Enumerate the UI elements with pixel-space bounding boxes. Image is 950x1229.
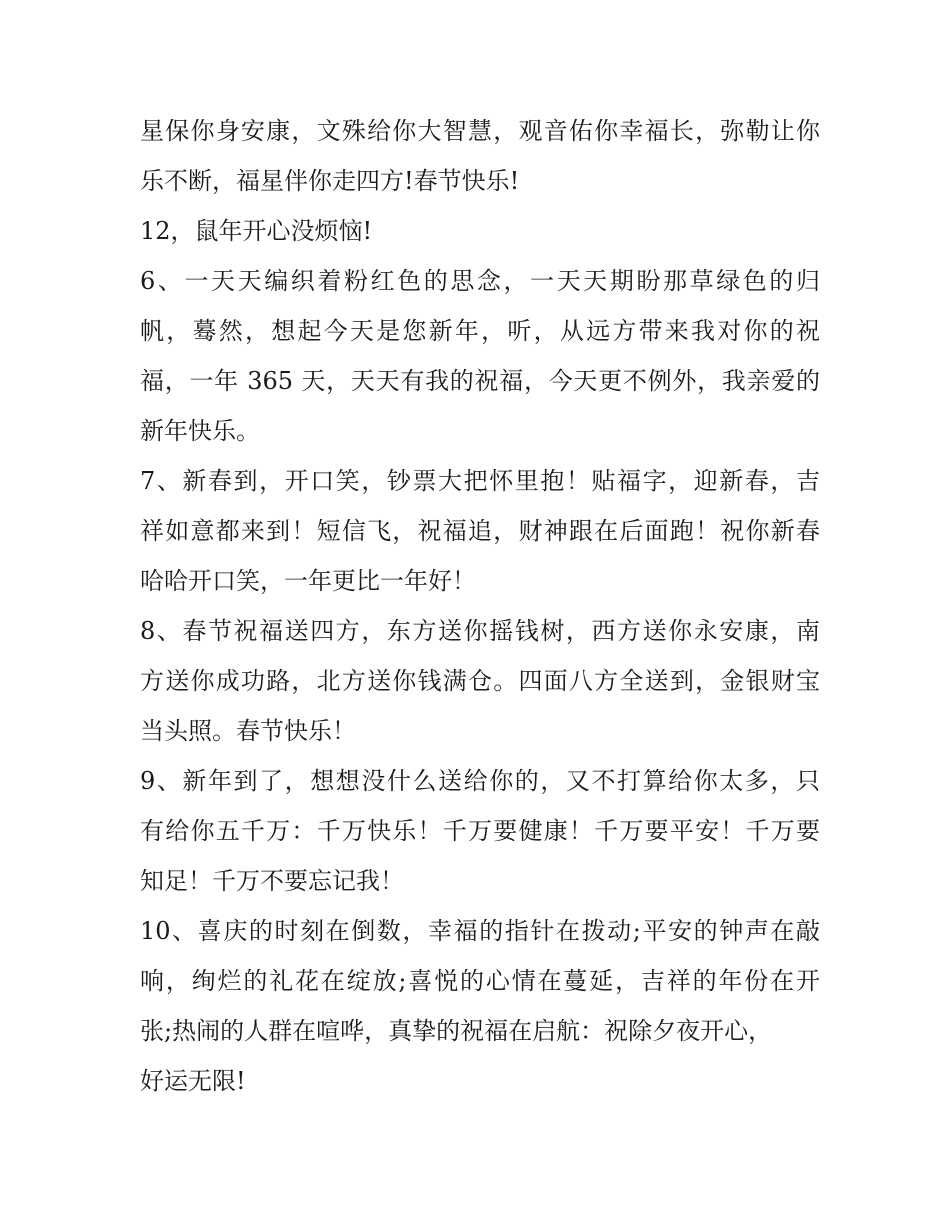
text-line: 7、新春到，开口笑，钞票大把怀里抱！贴福字，迎新春，吉 <box>140 467 820 495</box>
text-line: 张;热闹的人群在喧哗，真挚的祝福在启航：祝除夕夜开心， <box>140 1017 773 1045</box>
text-line: 有给你五千万：千万快乐！千万要健康！千万要平安！千万要 <box>140 817 820 845</box>
text-line: 当头照。春节快乐！ <box>140 717 356 745</box>
document-body <box>140 106 820 1106</box>
text-line: 乐不断，福星伴你走四方!春节快乐! <box>140 167 520 195</box>
text-line: 福，一年 365 天，天天有我的祝福，今天更不例外，我亲爱的 <box>140 367 820 395</box>
text-line: 响，绚烂的礼花在绽放;喜悦的心情在蔓延，吉祥的年份在开 <box>140 967 820 995</box>
text-line: 10、喜庆的时刻在倒数，幸福的指针在拨动;平安的钟声在敲 <box>140 917 820 945</box>
text-line: 新年快乐。 <box>140 417 260 445</box>
text-line: 8、春节祝福送四方，东方送你摇钱树，西方送你永安康，南 <box>140 617 820 645</box>
text-line: 方送你成功路，北方送你钱满仓。四面八方全送到，金银财宝 <box>140 667 820 695</box>
text-line: 9、新年到了，想想没什么送给你的，又不打算给你太多，只 <box>140 767 820 795</box>
text-line: 哈哈开口笑，一年更比一年好！ <box>140 567 476 595</box>
text-line: 12，鼠年开心没烦恼! <box>140 217 373 245</box>
text-line: 知足！千万不要忘记我！ <box>140 867 404 895</box>
text-line: 6、一天天编织着粉红色的思念，一天天期盼那草绿色的归 <box>140 267 820 295</box>
text-line: 星保你身安康，文殊给你大智慧，观音佑你幸福长，弥勒让你 <box>140 117 820 145</box>
text-line: 帆，蓦然，想起今天是您新年，听，从远方带来我对你的祝 <box>140 317 820 345</box>
text-line: 祥如意都来到！短信飞，祝福追，财神跟在后面跑！祝你新春 <box>140 517 820 545</box>
text-line: 好运无限! <box>140 1067 246 1095</box>
